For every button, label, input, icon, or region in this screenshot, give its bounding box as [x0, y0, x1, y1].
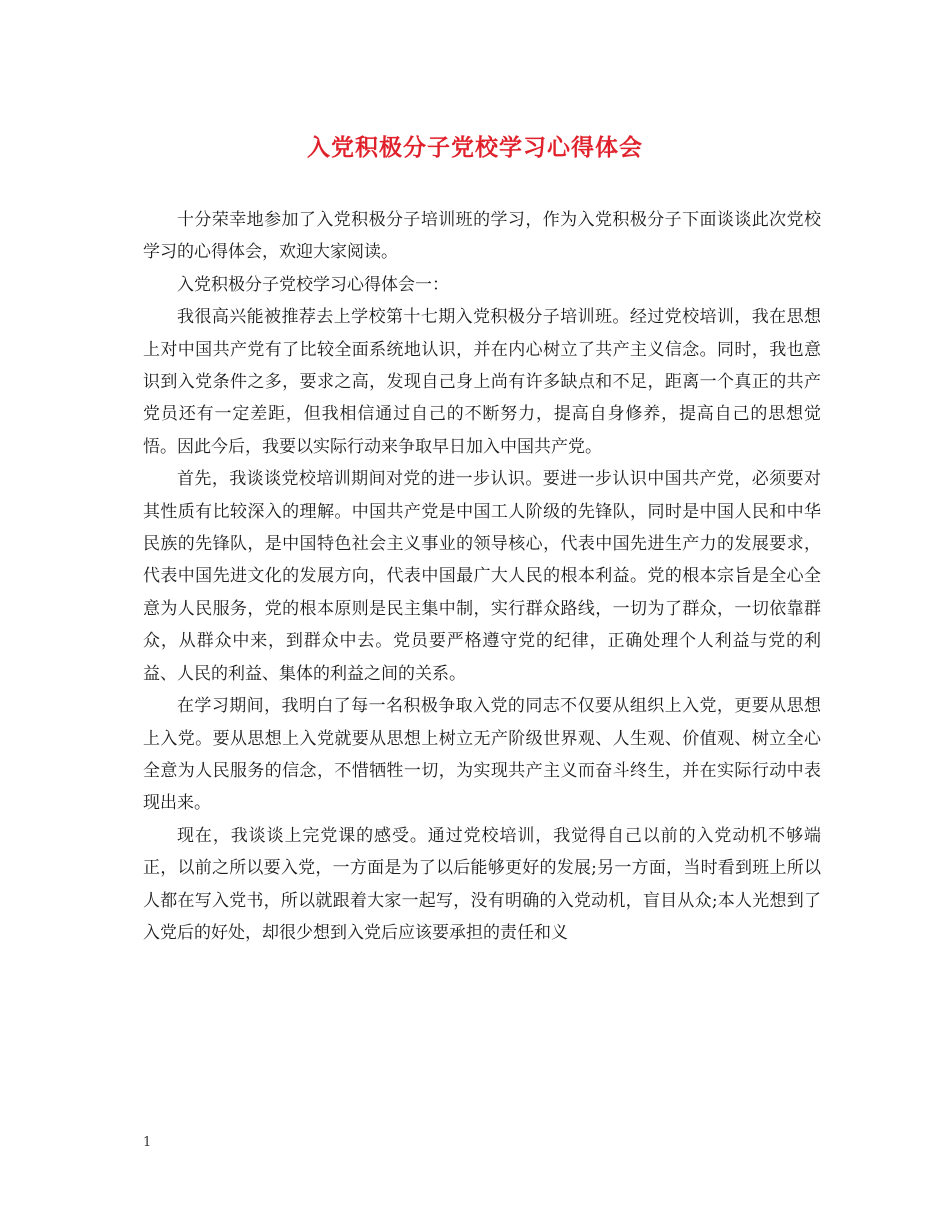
document-body [143, 204, 821, 949]
page-number: 1 [143, 1135, 152, 1150]
document-title: 入党积极分子党校学习心得体会 [307, 134, 643, 161]
paragraph-4: 现在，我谈谈上完党课的感受。通过党校培训，我觉得自己以前的入党动机不够端正，以前之所以要入党，一方面是为了以后能够更好的发展;另一方面，当时看到班上所以人都在写入党书，所以就跟着大家一起写，没有明确的入党动机，盲目从众;本人光想到了入党后的好处，却很少想到入党后应该要承担的责任和义 [143, 825, 821, 943]
paragraph-intro: 十分荣幸地参加了入党积极分子培训班的学习，作为入党积极分子下面谈谈此次党校学习的心得体会，欢迎大家阅读。 [143, 210, 821, 263]
paragraph-2: 首先，我谈谈党校培训期间对党的进一步认识。要进一步认识中国共产党，必须要对其性质有比较深入的理解。中国共产党是中国工人阶级的先锋队，同时是中国人民和中华民族的先锋队，是中国特色社会主义事业的领导核心，代表中国先进生产力的发展要求，代表中国先进文化的发展方向，代表中国最广大人民的根本利益。党的根本宗旨是全心全意为人民服务，党的根本原则是民主集中制，实行群众路线，一切为了群众，一切依靠群众，从群众中来，到群众中去。党员要严格遵守党的纪律，正确处理个人利益与党的利益、人民的利益、集体的利益之间的关系。 [143, 469, 821, 684]
paragraph-3: 在学习期间，我明白了每一名积极争取入党的同志不仅要从组织上入党，更要从思想上入党。要从思想上入党就要从思想上树立无产阶级世界观、人生观、价值观、树立全心全意为人民服务的信念，不惜牺牲一切，为实现共产主义而奋斗终生，并在实际行动中表现出来。 [143, 696, 821, 814]
paragraph-section-heading: 入党积极分子党校学习心得体会一： [177, 274, 449, 295]
paragraph-1: 我很高兴能被推荐去上学校第十七期入党积极分子培训班。经过党校培训，我在思想上对中国共产党有了比较全面系统地认识，并在内心树立了共产主义信念。同时，我也意识到入党条件之多，要求之高，发现自己身上尚有许多缺点和不足，距离一个真正的共产党员还有一定差距，但我相信通过自己的不断努力，提高自身修养，提高自己的思想觉悟。因此今后，我要以实际行动来争取早日加入中国共产党。 [143, 307, 821, 457]
